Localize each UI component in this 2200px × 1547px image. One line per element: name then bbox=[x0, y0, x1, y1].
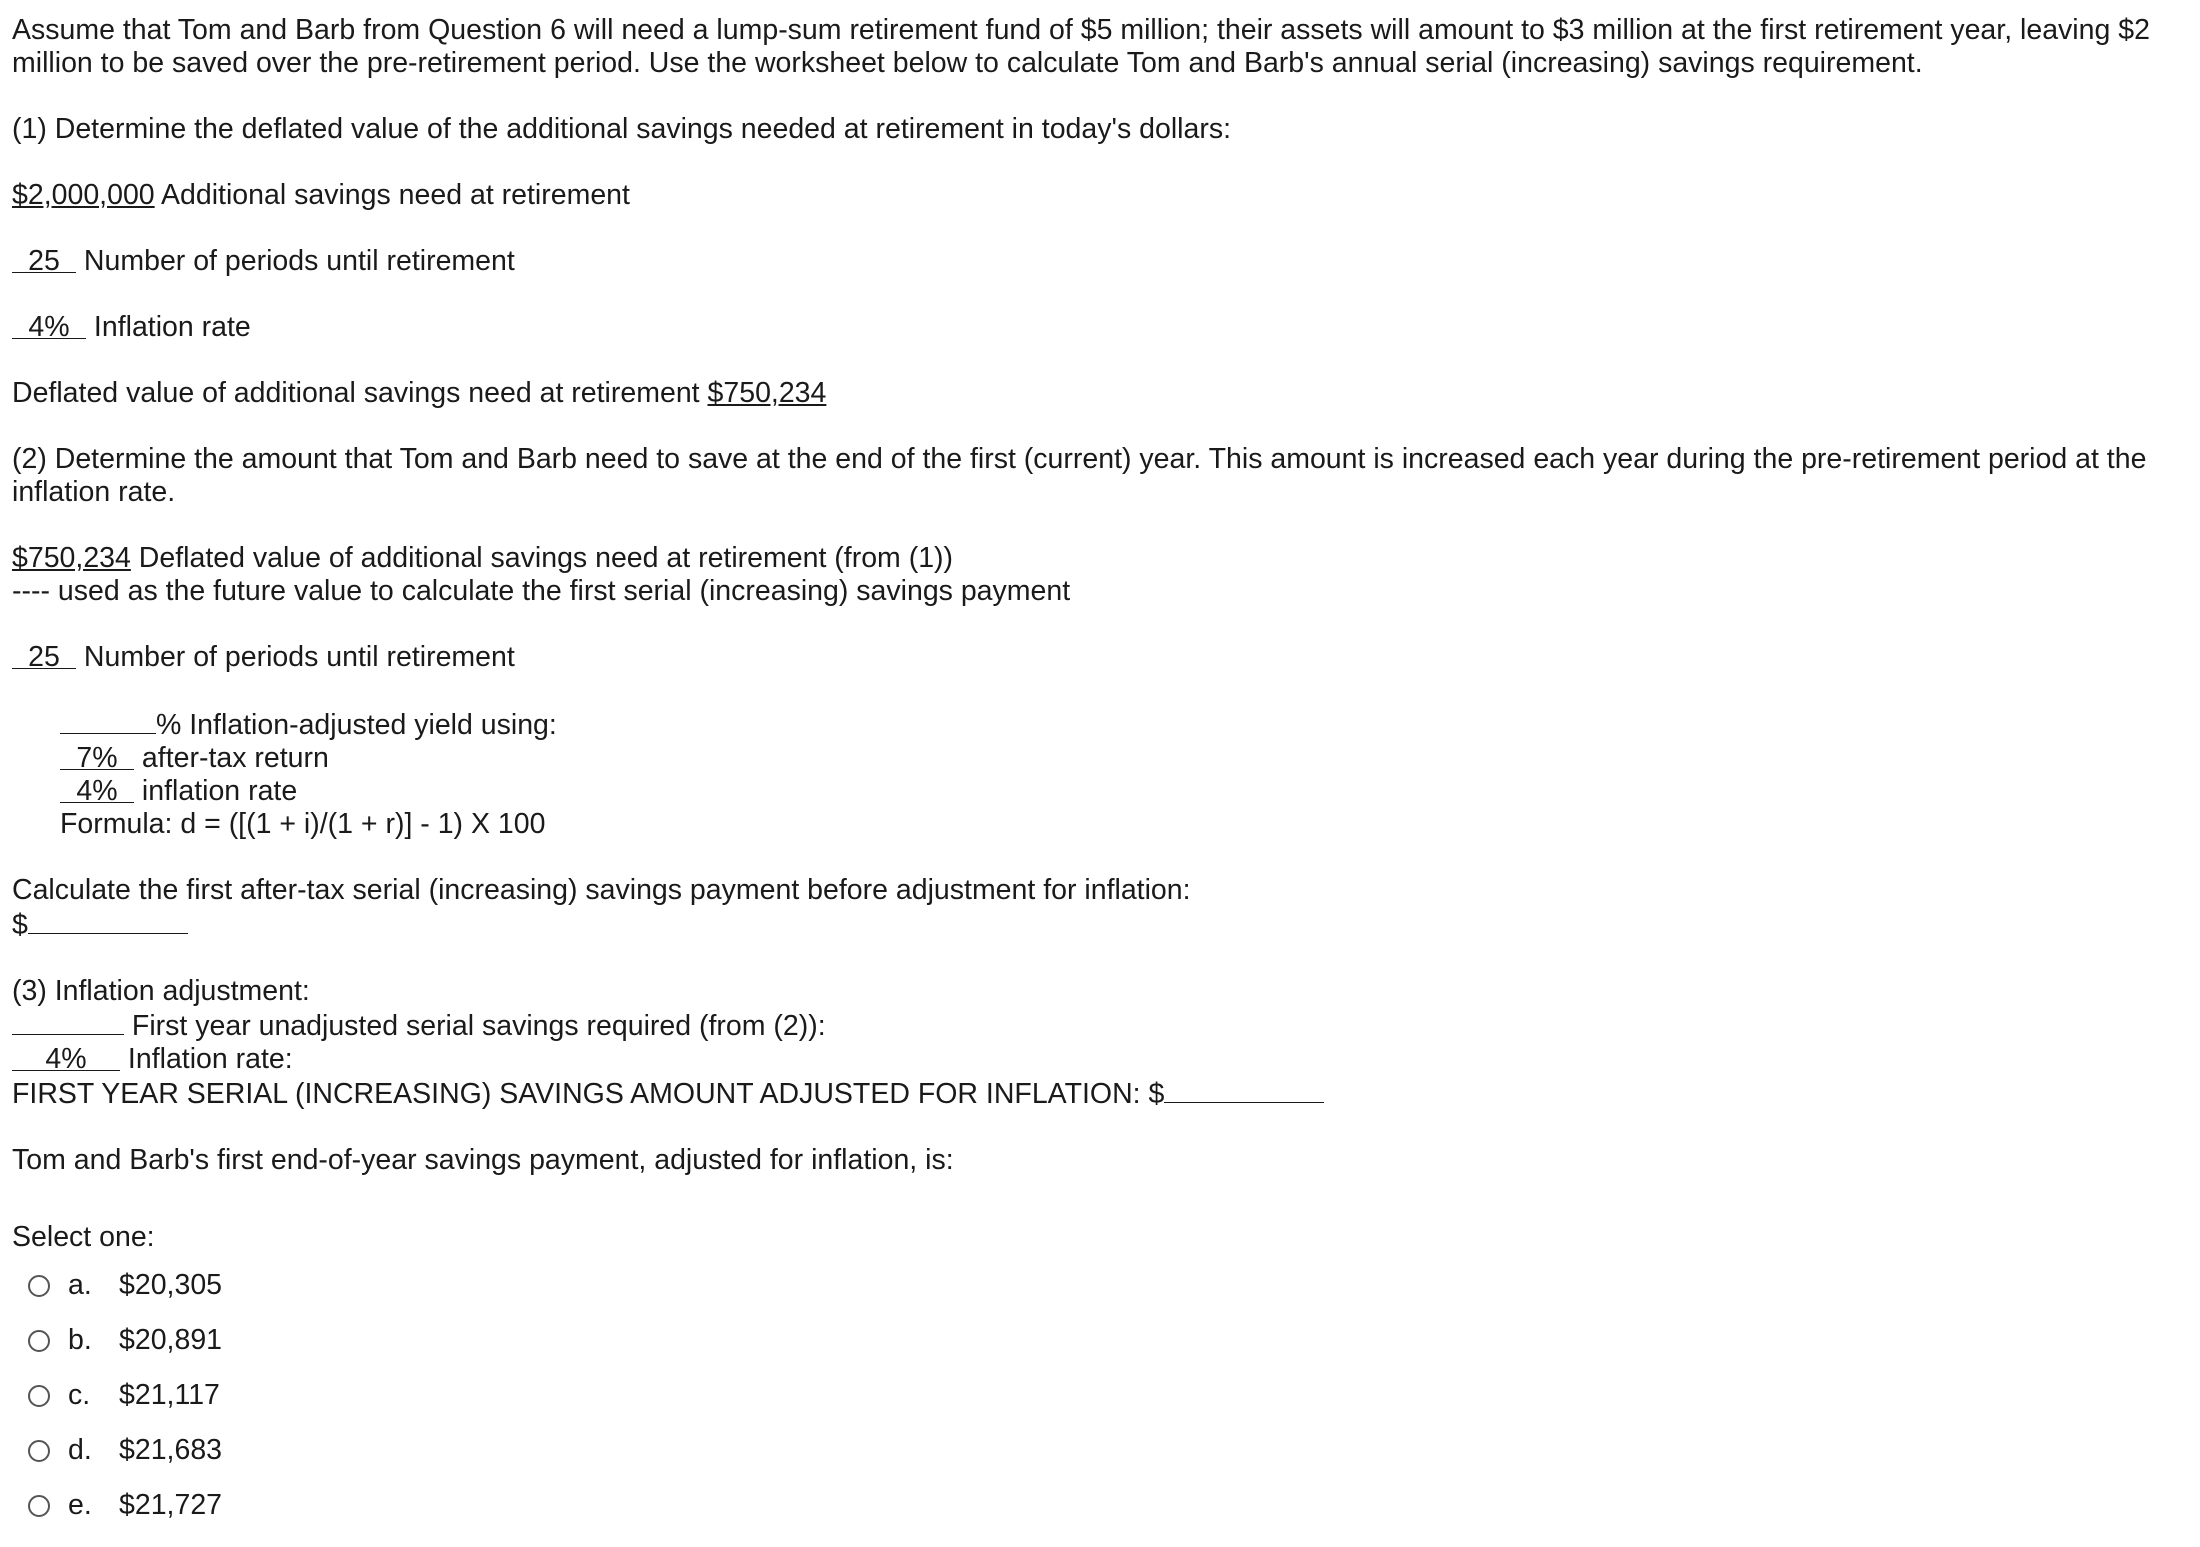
option-d[interactable] bbox=[12, 1423, 2164, 1478]
step2-yield-block bbox=[12, 707, 2164, 841]
step2-deflated-block bbox=[12, 542, 2164, 608]
radio-d[interactable] bbox=[28, 1440, 50, 1462]
option-b[interactable] bbox=[12, 1313, 2164, 1368]
step1-periods-value: 25 bbox=[12, 246, 76, 273]
step2-deflated-value: $750,234 bbox=[12, 542, 131, 574]
step1-inflation-value: 4% bbox=[12, 312, 86, 339]
question-intro: Assume that Tom and Barb from Question 6 will need a lump-sum retirement fund of $5 million; their assets will amount to $3 million at the first retirement year, leaving $2 million to be saved over the pre-retirement period. Use the worksheet below to calculate Tom and Barb's annual serial (increasing) savings requirement. bbox=[12, 14, 2150, 79]
radio-c[interactable] bbox=[28, 1385, 50, 1407]
step2-yield-label: % Inflation-adjusted yield using: bbox=[156, 709, 557, 741]
step2-calc-block bbox=[12, 874, 2164, 942]
option-c[interactable] bbox=[12, 1368, 2164, 1423]
step1-inflation-label: Inflation rate bbox=[93, 311, 251, 343]
option-value: $21,727 bbox=[119, 1489, 223, 1521]
payment-blank bbox=[28, 907, 188, 934]
option-a[interactable] bbox=[12, 1258, 2164, 1313]
radio-e[interactable] bbox=[28, 1495, 50, 1517]
step3-final-row bbox=[12, 1076, 2164, 1111]
step2-deflated-label: Deflated value of additional savings need at retirement (from (1)) bbox=[138, 542, 954, 574]
step1-deflated-value: $750,234 bbox=[707, 377, 827, 409]
step1-deflated-row bbox=[12, 377, 2164, 410]
yield-blank bbox=[60, 707, 156, 734]
option-value: $21,117 bbox=[119, 1379, 220, 1411]
step1-savings-value: $2,000,000 bbox=[12, 179, 155, 211]
option-letter: d. bbox=[68, 1434, 92, 1466]
step2-formula: Formula: d = ([(1 + i)/(1 + r)] - 1) X 100 bbox=[60, 808, 546, 840]
unadjusted-blank bbox=[12, 1008, 124, 1035]
step2-inflation-value: 4% bbox=[60, 776, 134, 803]
step2-return-value: 7% bbox=[60, 743, 134, 770]
step2-deflated-row bbox=[12, 542, 2164, 575]
option-value: $20,891 bbox=[119, 1324, 223, 1356]
step2-yield-row bbox=[60, 707, 2164, 742]
step3-unadjusted-label: First year unadjusted serial savings required (from (2)): bbox=[131, 1010, 826, 1042]
step2-return-row bbox=[60, 742, 2164, 775]
step2-periods-label: Number of periods until retirement bbox=[83, 641, 515, 673]
step2-return-label: after-tax return bbox=[141, 742, 329, 774]
answer-options bbox=[12, 1258, 2164, 1533]
option-value: $20,305 bbox=[119, 1269, 223, 1301]
step3-inflation-label: Inflation rate: bbox=[127, 1043, 293, 1075]
step2-inflation-label: inflation rate bbox=[141, 775, 298, 807]
step3-inflation-row bbox=[12, 1043, 2164, 1076]
step3-unadjusted-row bbox=[12, 1008, 2164, 1043]
step3-inflation-value: 4% bbox=[12, 1044, 120, 1071]
step2-used-as: ---- used as the future value to calculate the first serial (increasing) savings payment bbox=[12, 575, 1071, 607]
option-letter: b. bbox=[68, 1324, 92, 1356]
step2-periods-row bbox=[12, 641, 2164, 674]
step2-dollar: $ bbox=[12, 909, 28, 941]
step2-calc-label: Calculate the first after-tax serial (increasing) savings payment before adjustment for inflation: bbox=[12, 874, 1191, 906]
option-e[interactable] bbox=[12, 1478, 2164, 1533]
step2-heading: (2) Determine the amount that Tom and Barb need to save at the end of the first (current) year. This amount is increased each year during the pre-retirement period at the inflation rate. bbox=[12, 443, 2147, 508]
radio-a[interactable] bbox=[28, 1275, 50, 1297]
select-label: Select one: bbox=[12, 1221, 155, 1253]
step2-inflation-row bbox=[60, 775, 2164, 808]
step1-inflation-row bbox=[12, 311, 2164, 344]
step1-periods-label: Number of periods until retirement bbox=[83, 245, 515, 277]
step2-periods-value: 25 bbox=[12, 642, 76, 669]
step1-periods-row bbox=[12, 245, 2164, 278]
step1-savings-row bbox=[12, 179, 2164, 212]
option-letter: e. bbox=[68, 1489, 92, 1521]
step1-heading: (1) Determine the deflated value of the additional savings needed at retirement in today's dollars: bbox=[12, 113, 1231, 145]
radio-b[interactable] bbox=[28, 1330, 50, 1352]
step2-calc-row bbox=[12, 907, 2164, 942]
step1-savings-label: Additional savings need at retirement bbox=[161, 179, 630, 211]
step3-heading: (3) Inflation adjustment: bbox=[12, 975, 310, 1007]
step3-block bbox=[12, 975, 2164, 1111]
option-letter: a. bbox=[68, 1269, 92, 1301]
question-prompt: Tom and Barb's first end-of-year savings payment, adjusted for inflation, is: bbox=[12, 1144, 954, 1176]
final-blank bbox=[1164, 1076, 1324, 1103]
option-value: $21,683 bbox=[119, 1434, 223, 1466]
step1-deflated-label: Deflated value of additional savings need at retirement bbox=[12, 377, 700, 409]
option-letter: c. bbox=[68, 1379, 91, 1411]
step3-final-label: FIRST YEAR SERIAL (INCREASING) SAVINGS AMOUNT ADJUSTED FOR INFLATION: $ bbox=[12, 1078, 1165, 1110]
